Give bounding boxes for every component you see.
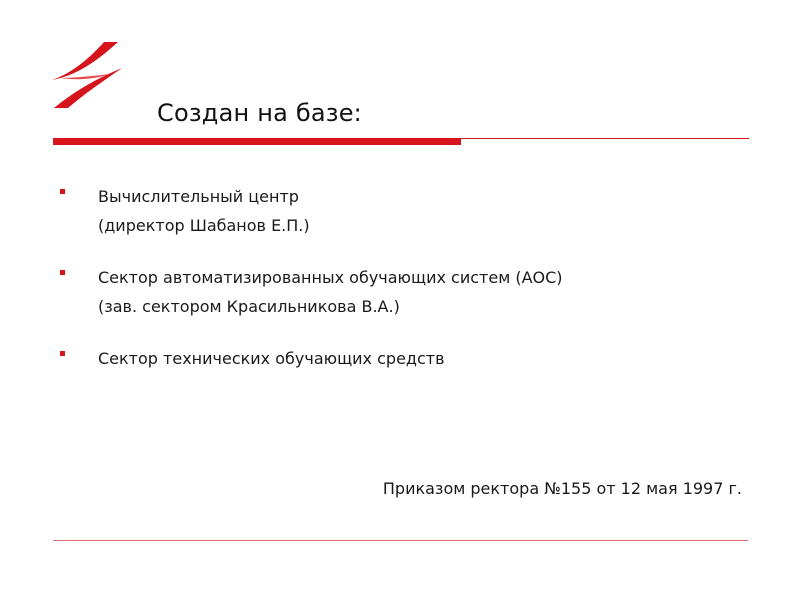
swoosh-logo-icon: [50, 40, 126, 110]
square-bullet-icon: [60, 189, 65, 194]
order-reference: Приказом ректора №155 от 12 мая 1997 г.: [382, 479, 742, 498]
title-divider-thick: [53, 138, 461, 145]
square-bullet-icon: [60, 270, 65, 275]
slide-title: Создан на базе:: [157, 99, 362, 127]
bullet-item: [60, 344, 760, 373]
bullet-item: [60, 263, 760, 321]
bullet-text: Сектор автоматизированных обучающих систем (АОС): [98, 268, 563, 287]
bullet-list: [60, 182, 760, 373]
bullet-item: [60, 182, 760, 240]
square-bullet-icon: [60, 351, 65, 356]
title-divider-thin: [461, 138, 749, 139]
bullet-subtext: (директор Шабанов Е.П.): [98, 216, 310, 235]
bottom-divider: [53, 540, 748, 541]
bullet-text: Вычислительный центр: [98, 187, 299, 206]
bullet-subtext: (зав. сектором Красильникова В.А.): [98, 297, 400, 316]
bullet-text: Сектор технических обучающих средств: [98, 349, 445, 368]
